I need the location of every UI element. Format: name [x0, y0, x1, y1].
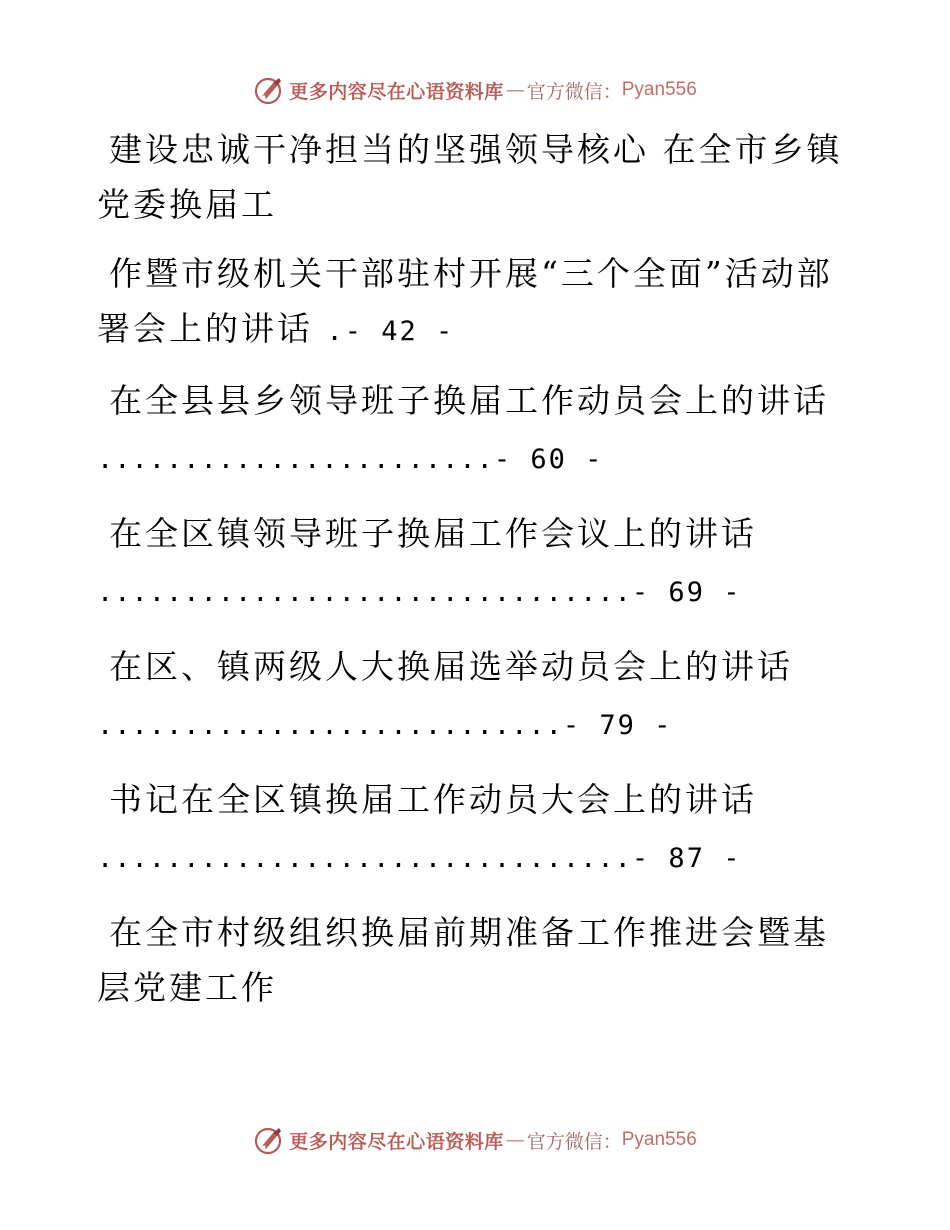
footer-watermark	[0, 1122, 950, 1158]
toc-dot-leader: ...............................	[97, 577, 632, 608]
watermark-official-label: 官方微信：	[526, 80, 622, 103]
toc-entry-title: 在全区镇领导班子换届工作会议上的讲话	[109, 514, 757, 553]
watermark-wechat-id: Pyan556	[621, 1129, 697, 1150]
toc-entry-page-number: - 79 -	[562, 710, 673, 741]
watermark-dash: —	[505, 1129, 525, 1151]
toc-entry	[97, 772, 857, 891]
toc-dot-leader: ...............................	[97, 843, 632, 874]
toc-entry-leader-line	[97, 561, 857, 625]
toc-entry-leader-line	[97, 827, 857, 891]
toc-entry-title: 建设忠诚干净担当的坚强领导核心 在全市乡镇党委换届工	[97, 130, 843, 224]
toc-entry	[97, 373, 857, 492]
watermark-brand-text: 更多内容尽在心语资料库	[289, 80, 504, 103]
header-watermark	[0, 72, 950, 108]
toc-entry-leader-line	[97, 694, 857, 758]
toc-entry-title: 书记在全区镇换届工作动员大会上的讲话	[109, 780, 757, 819]
toc-entry-title-text: 作暨市级机关干部驻村开展“三个全面”活动部署会上的讲话	[97, 254, 833, 348]
toc-entry	[97, 246, 857, 359]
toc-entry-title: 在全县县乡领导班子换届工作动员会上的讲话	[109, 381, 829, 420]
toc-entry-title: 在全市村级组织换届前期准备工作推进会暨基层党建工作	[97, 913, 829, 1007]
toc-entry-leader-line	[97, 428, 857, 492]
table-of-contents	[97, 122, 857, 1029]
toc-dot-leader: .......................	[97, 444, 494, 475]
watermark-dash: —	[505, 79, 525, 101]
pen-in-circle-icon	[253, 74, 285, 106]
toc-entry	[97, 905, 857, 1015]
toc-dot-leader: ...........................	[97, 710, 563, 741]
toc-entry-title	[97, 246, 857, 359]
pen-in-circle-icon	[253, 1124, 285, 1156]
watermark-official-label: 官方微信：	[526, 1130, 622, 1153]
toc-entry	[97, 122, 857, 232]
toc-entry-page-number: - 87 -	[631, 843, 742, 874]
toc-entry-title: 在区、镇两级人大换届选举动员会上的讲话	[109, 647, 793, 686]
toc-entry	[97, 639, 857, 758]
toc-entry-page-number: - 69 -	[631, 577, 742, 608]
watermark-wechat-id: Pyan556	[621, 79, 697, 100]
toc-entry-page-number: - 60 -	[493, 444, 604, 475]
toc-entry	[97, 506, 857, 625]
toc-entry-page-number: .- 42 -	[326, 316, 455, 347]
watermark-brand-text: 更多内容尽在心语资料库	[289, 1130, 504, 1153]
